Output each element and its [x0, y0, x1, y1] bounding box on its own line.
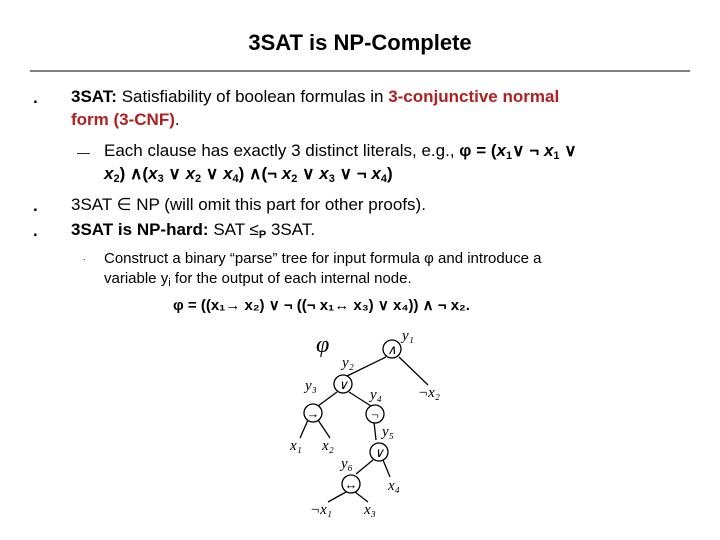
sub-bullet-marker: . — [83, 252, 86, 262]
definition-text: Satisfiability of boolean formulas in — [116, 87, 389, 106]
sub-4: 4 — [380, 173, 388, 185]
sub-2: 2 — [195, 173, 202, 185]
implies-node: → — [306, 406, 320, 421]
not-node: ¬ — [370, 407, 380, 422]
y1-label: y₁ — [402, 328, 414, 344]
element-of-symbol: ∈ — [116, 195, 132, 214]
var-x: x — [371, 164, 381, 183]
leaf-x3: x₃ — [364, 502, 376, 518]
sub-bullet-clause-example-cont: $x_2$) $\wedge(x_3$ ∨ $x_2$ ∨ $x_4$) ∧(¬ $x_2$ ∨ $x_3$ ∨ ¬ $x_4$) — [104, 164, 393, 185]
sub-bullet-marker: — — [77, 145, 90, 160]
or-node: ∨ — [374, 445, 384, 460]
term-3sat: 3SAT: — [71, 87, 117, 106]
sub-3: 3 — [157, 173, 164, 185]
sub-p: P — [258, 229, 267, 241]
text: NP (will omit this part for other proofs). — [131, 195, 426, 214]
y2-label: y₂ — [342, 355, 354, 371]
text: SAT — [208, 220, 250, 239]
var-x: x — [104, 164, 114, 183]
sub-2: 2 — [291, 173, 298, 185]
sub-4: 4 — [232, 173, 239, 185]
period: . — [174, 110, 180, 129]
sub-bullet-clause-example: Each clause has exactly 3 distinct literals, e.g., $\varphi = (x_1\vee$ ¬ $x_1$ ∨ — [104, 141, 577, 162]
leaf-not-x2: ¬x₂ — [418, 385, 440, 401]
sub-i: i — [168, 277, 171, 289]
sub-1: 1 — [505, 150, 513, 162]
var-x: x — [319, 164, 329, 183]
bullet-marker: . — [33, 196, 38, 215]
leaf-x1: x₁ — [290, 438, 302, 454]
var-x: x — [185, 164, 196, 183]
and-node: ∧ — [387, 342, 397, 357]
var-x: x — [496, 141, 506, 160]
term-3cnf: 3-conjunctive normal — [388, 87, 560, 106]
example-formula: φ = ((x₁→ x₂) ∨ ¬ ((¬ x₁↔ x₃) ∨ x₄)) ∧ ¬ x₂. — [173, 297, 470, 314]
text: 3SAT — [71, 195, 117, 214]
var-x: x — [281, 164, 292, 183]
text: for the output of each internal node. — [170, 270, 412, 287]
bullet-marker: . — [33, 221, 38, 240]
text: 3SAT. — [266, 220, 316, 239]
phi-symbol: φ — [459, 141, 472, 160]
var-x: x — [223, 164, 233, 183]
sub-bullet-parse-tree: Construct a binary “parse” tree for input formula φ and introduce a — [104, 250, 542, 267]
reduces-symbol: ≤ — [249, 220, 259, 239]
y5-label: y₅ — [382, 424, 394, 440]
leaf-x4: x₄ — [388, 478, 400, 494]
leaf-not-x1: ¬x₁ — [310, 502, 332, 518]
var-x: x — [148, 164, 158, 183]
sub-2: 2 — [113, 173, 120, 185]
equals: = ( — [471, 141, 497, 160]
sub-3: 3 — [328, 173, 335, 185]
iff-node: ↔ — [344, 477, 358, 492]
phi-label: φ — [316, 332, 330, 358]
term-3cnf-cont: form (3-CNF) — [71, 110, 175, 129]
sub-1: 1 — [553, 150, 560, 162]
slide-title: 3SAT is NP-Complete — [248, 30, 472, 55]
var-x: x — [543, 141, 554, 160]
text: variable y — [104, 270, 169, 287]
clause-text: Each clause has exactly 3 distinct literals, e.g., — [104, 141, 455, 160]
y4-label: y₄ — [370, 387, 382, 403]
y6-label: y₆ — [341, 456, 353, 472]
y3-label: y₃ — [305, 378, 317, 394]
or-node: ∨ — [338, 377, 348, 392]
leaf-x2: x₂ — [322, 438, 334, 454]
bullet-marker: . — [33, 88, 38, 107]
term-np-hard: 3SAT is NP-hard: — [71, 220, 209, 239]
